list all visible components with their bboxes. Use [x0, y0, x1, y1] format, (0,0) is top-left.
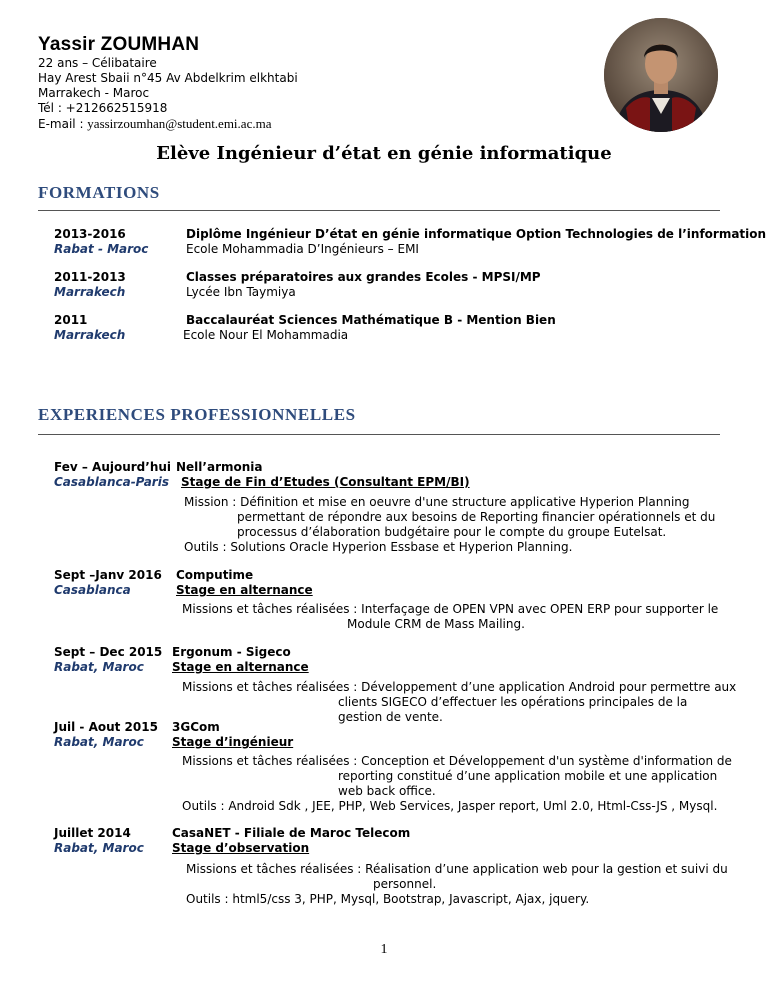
experience-location: Casablanca-Paris — [54, 475, 169, 489]
experience-line: Mission : Définition et mise en oeuvre d'une structure applicative Hyperion Planning — [184, 495, 690, 509]
phone: Tél : +212662515918 — [38, 101, 168, 115]
profile-photo — [604, 18, 718, 132]
experience-location: Rabat, Maroc — [54, 660, 144, 674]
experience-line: Missions et tâches réalisées : Conception et Développement d'un système d'information de — [182, 754, 732, 768]
experience-line: permettant de répondre aux besoins de Reporting financier opérationnels et du — [237, 510, 716, 524]
experience-date: Sept –Janv 2016 — [54, 568, 162, 582]
experience-line: Outils : Solutions Oracle Hyperion Essbase et Hyperion Planning. — [184, 540, 573, 554]
experience-line: Module CRM de Mass Mailing. — [347, 617, 525, 631]
experience-location: Rabat, Maroc — [54, 841, 144, 855]
section-heading-experiences: EXPERIENCES PROFESSIONNELLES — [38, 405, 356, 424]
formation-location: Marrakech — [54, 328, 126, 342]
experience-role: Stage d’ingénieur — [172, 735, 294, 749]
experience-company: 3GCom — [172, 720, 220, 734]
experience-role: Stage en alternance — [176, 583, 313, 597]
section-divider — [38, 210, 720, 211]
experience-location: Casablanca — [54, 583, 131, 597]
experience-line: clients SIGECO d’effectuer les opérations principales de la — [338, 695, 688, 709]
formation-location: Marrakech — [54, 285, 126, 299]
email-line — [38, 116, 298, 132]
experience-location: Rabat, Maroc — [54, 735, 144, 749]
email-label: E-mail : — [38, 117, 88, 131]
experience-line: Missions et tâches réalisées : Interfaçage de OPEN VPN avec OPEN ERP pour supporter le — [182, 602, 719, 616]
experience-line: Missions et tâches réalisées : Réalisation d’une application web pour la gestion et suivi du — [186, 862, 728, 876]
candidate-name: Yassir ZOUMHAN — [38, 34, 200, 55]
experience-line: gestion de vente. — [338, 710, 443, 724]
experience-line: Missions et tâches réalisées : Développement d’une application Android pour permettre aux — [182, 680, 737, 694]
experience-company: Nell’armonia — [176, 460, 263, 474]
formation-location: Rabat - Maroc — [54, 242, 149, 256]
formation-school: Lycée Ibn Taymiya — [186, 285, 296, 299]
section-heading-formations: FORMATIONS — [38, 183, 160, 202]
experience-role: Stage de Fin d’Etudes (Consultant EPM/BI) — [181, 475, 470, 489]
page-number: 1 — [380, 942, 388, 957]
contact-block — [38, 56, 298, 132]
formation-degree: Baccalauréat Sciences Mathématique B - Mention Bien — [186, 313, 556, 327]
experience-company: Ergonum - Sigeco — [172, 645, 291, 659]
formation-date: 2013-2016 — [54, 227, 126, 241]
experience-company: CasaNET - Filiale de Maroc Telecom — [172, 826, 411, 840]
experience-date: Juillet 2014 — [54, 826, 131, 840]
city: Marrakech - Maroc — [38, 86, 150, 100]
experience-line: Outils : html5/css 3, PHP, Mysql, Bootstrap, Javascript, Ajax, jquery. — [186, 892, 590, 906]
experience-line: processus d’élaboration budgétaire pour le compte du groupe Eutelsat. — [237, 525, 667, 539]
experience-line: web back office. — [338, 784, 436, 798]
formation-school: Ecole Nour El Mohammadia — [183, 328, 349, 342]
experience-date: Fev – Aujourd’hui — [54, 460, 172, 474]
section-divider — [38, 434, 720, 435]
formation-school: Ecole Mohammadia D’Ingénieurs – EMI — [186, 242, 419, 256]
formation-date: 2011-2013 — [54, 270, 126, 284]
cv-title: Elève Ingénieur d’état en génie informatique — [156, 143, 612, 164]
experience-date: Sept – Dec 2015 — [54, 645, 163, 659]
experience-line: Outils : Android Sdk , JEE, PHP, Web Services, Jasper report, Uml 2.0, Html-Css-JS , Mysql. — [182, 799, 718, 813]
experience-line: reporting constitué d’une application mobile et une application — [338, 769, 718, 783]
email-link[interactable]: yassirzoumhan@student.emi.ac.ma — [87, 116, 272, 131]
experience-line: personnel. — [373, 877, 437, 891]
formation-degree: Classes préparatoires aux grandes Ecoles - MPSI/MP — [186, 270, 541, 284]
formation-degree: Diplôme Ingénieur D’état en génie informatique Option Technologies de l’information — [186, 227, 767, 241]
experience-role: Stage d’observation — [172, 841, 310, 855]
experience-date: Juil - Aout 2015 — [54, 720, 158, 734]
age-status: 22 ans – Célibataire — [38, 56, 157, 70]
experience-company: Computime — [176, 568, 254, 582]
experience-role: Stage en alternance — [172, 660, 309, 674]
formation-date: 2011 — [54, 313, 88, 327]
address: Hay Arest Sbaii n°45 Av Abdelkrim elkhtabi — [38, 71, 298, 85]
